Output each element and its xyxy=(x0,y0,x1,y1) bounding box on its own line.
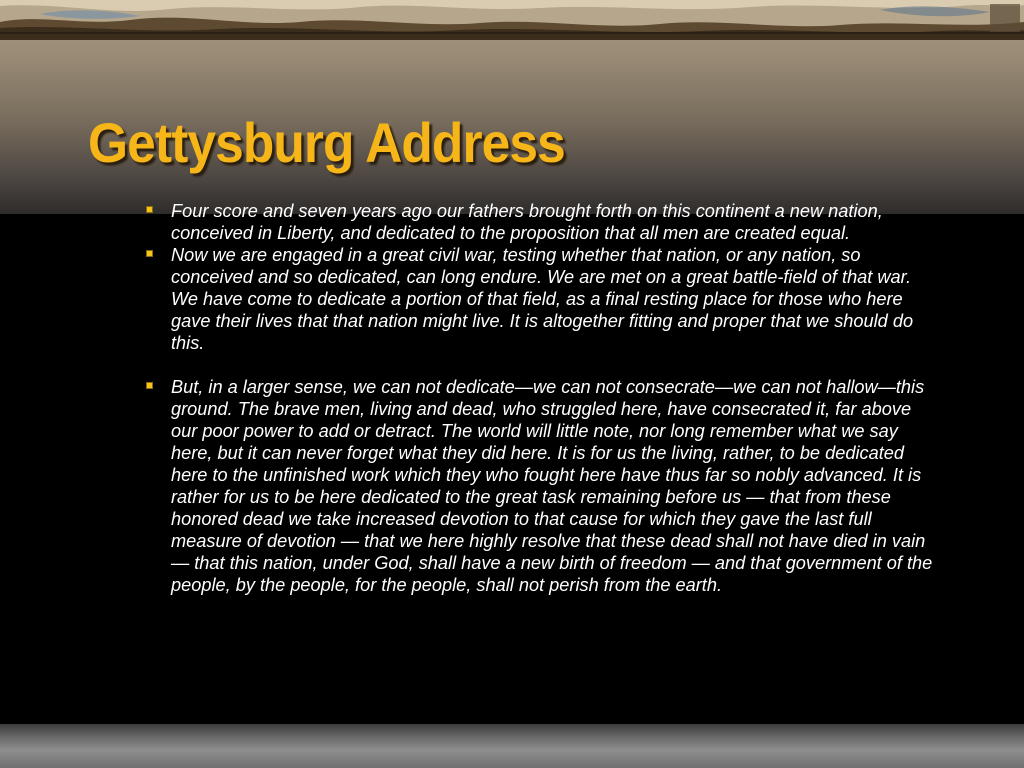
bullet-list xyxy=(142,200,942,596)
header-band xyxy=(0,0,1024,214)
bullet-text: Four score and seven years ago our fathers brought forth on this continent a new nation, conceived in Liberty, and dedicated to the proposition that all men are created equal. xyxy=(171,201,883,243)
slide-title: Gettysburg Address xyxy=(88,111,565,174)
footer-bar xyxy=(0,724,1024,768)
square-bullet-icon xyxy=(146,382,153,389)
bullet-text: Now we are engaged in a great civil war, testing whether that nation, or any nation, so conceived and so dedicated, can long endure. We are met on a great battle-field of that war. We have come to dedicate a portion of that field, as a final resting place for those who here gave their lives that that nation might live. It is altogether fitting and proper that we should do this. xyxy=(171,245,914,353)
bullet-item-2 xyxy=(142,244,942,354)
landscape-strip xyxy=(0,0,1024,40)
bullet-item-1 xyxy=(142,200,942,244)
square-bullet-icon xyxy=(146,250,153,257)
square-bullet-icon xyxy=(146,206,153,213)
bullet-text: But, in a larger sense, we can not dedicate—we can not consecrate—we can not hallow—this ground. The brave men, living and dead, who struggled here, have consecrated it, far above our poor power to add or detract. The world will little note, nor long remember what we say here, but it can never forget what they did here. It is for us the living, rather, to be dedicated here to the unfinished work which they who fought here have thus far so nobly advanced. It is rather for us to be here dedicated to the great task remaining before us — that from these honored dead we take increased devotion to that cause for which they gave the last full measure of devotion — that we here highly resolve that these dead shall not have died in vain — that this nation, under God, shall have a new birth of freedom — and that government of the people, by the people, for the people, shall not perish from the earth. xyxy=(171,377,933,595)
bullet-item-3 xyxy=(142,376,942,596)
